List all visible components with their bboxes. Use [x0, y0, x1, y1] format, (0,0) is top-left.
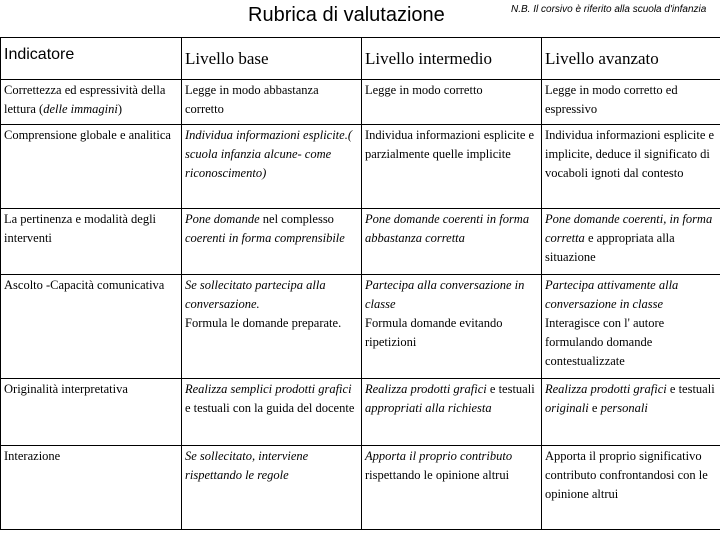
- table-row: [1, 80, 720, 125]
- cell-base: Realizza semplici prodotti grafici e testuali con la guida del docente: [182, 379, 362, 446]
- italic-note: N.B. Il corsivo è riferito alla scuola d'infanzia: [511, 4, 707, 15]
- table-row: [1, 209, 720, 275]
- table-row: [1, 275, 720, 379]
- evaluation-rubric-table: [0, 37, 720, 530]
- header-livello-avanzato: Livello avanzato: [542, 38, 720, 80]
- cell-avanzato: Realizza prodotti grafici e testuali originali e personali: [542, 379, 720, 446]
- cell-avanzato: Partecipa attivamente alla conversazione in classe Interagisce con l' autore formulando domande contestualizzate: [542, 275, 720, 379]
- cell-intermedio: Pone domande coerenti in forma abbastanza corretta: [362, 209, 542, 275]
- cell-indicatore: Ascolto -Capacità comunicativa: [1, 275, 182, 379]
- header-livello-base: Livello base: [182, 38, 362, 80]
- header-indicatore: Indicatore: [1, 38, 182, 80]
- cell-base: Pone domande nel complesso coerenti in forma comprensibile: [182, 209, 362, 275]
- page-title: Rubrica di valutazione: [248, 4, 445, 26]
- cell-avanzato: Pone domande coerenti, in forma corretta e appropriata alla situazione: [542, 209, 720, 275]
- cell-base: Individua informazioni esplicite.( scuola infanzia alcune- come riconoscimento): [182, 125, 362, 209]
- cell-indicatore: Correttezza ed espressività della lettura (delle immagini): [1, 80, 182, 125]
- cell-indicatore: La pertinenza e modalità degli interventi: [1, 209, 182, 275]
- cell-avanzato: Apporta il proprio significativo contributo confrontandosi con le opinione altrui: [542, 446, 720, 530]
- cell-intermedio: Apporta il proprio contributo rispettando le opinione altrui: [362, 446, 542, 530]
- table-row: [1, 379, 720, 446]
- cell-intermedio: Realizza prodotti grafici e testuali appropriati alla richiesta: [362, 379, 542, 446]
- cell-indicatore: Comprensione globale e analitica: [1, 125, 182, 209]
- cell-intermedio: Partecipa alla conversazione in classe Formula domande evitando ripetizioni: [362, 275, 542, 379]
- cell-intermedio: Individua informazioni esplicite e parzialmente quelle implicite: [362, 125, 542, 209]
- cell-base: Se sollecitato partecipa alla conversazione. Formula le domande preparate.: [182, 275, 362, 379]
- cell-indicatore: Interazione: [1, 446, 182, 530]
- header-row: [1, 38, 720, 80]
- cell-avanzato: Individua informazioni esplicite e implicite, deduce il significato di vocaboli ignoti dal contesto: [542, 125, 720, 209]
- header-livello-intermedio: Livello intermedio: [362, 38, 542, 80]
- cell-base: Legge in modo abbastanza corretto: [182, 80, 362, 125]
- table-row: [1, 125, 720, 209]
- table-row: [1, 446, 720, 530]
- cell-base: Se sollecitato, interviene rispettando le regole: [182, 446, 362, 530]
- cell-avanzato: Legge in modo corretto ed espressivo: [542, 80, 720, 125]
- cell-indicatore: Originalità interpretativa: [1, 379, 182, 446]
- cell-intermedio: Legge in modo corretto: [362, 80, 542, 125]
